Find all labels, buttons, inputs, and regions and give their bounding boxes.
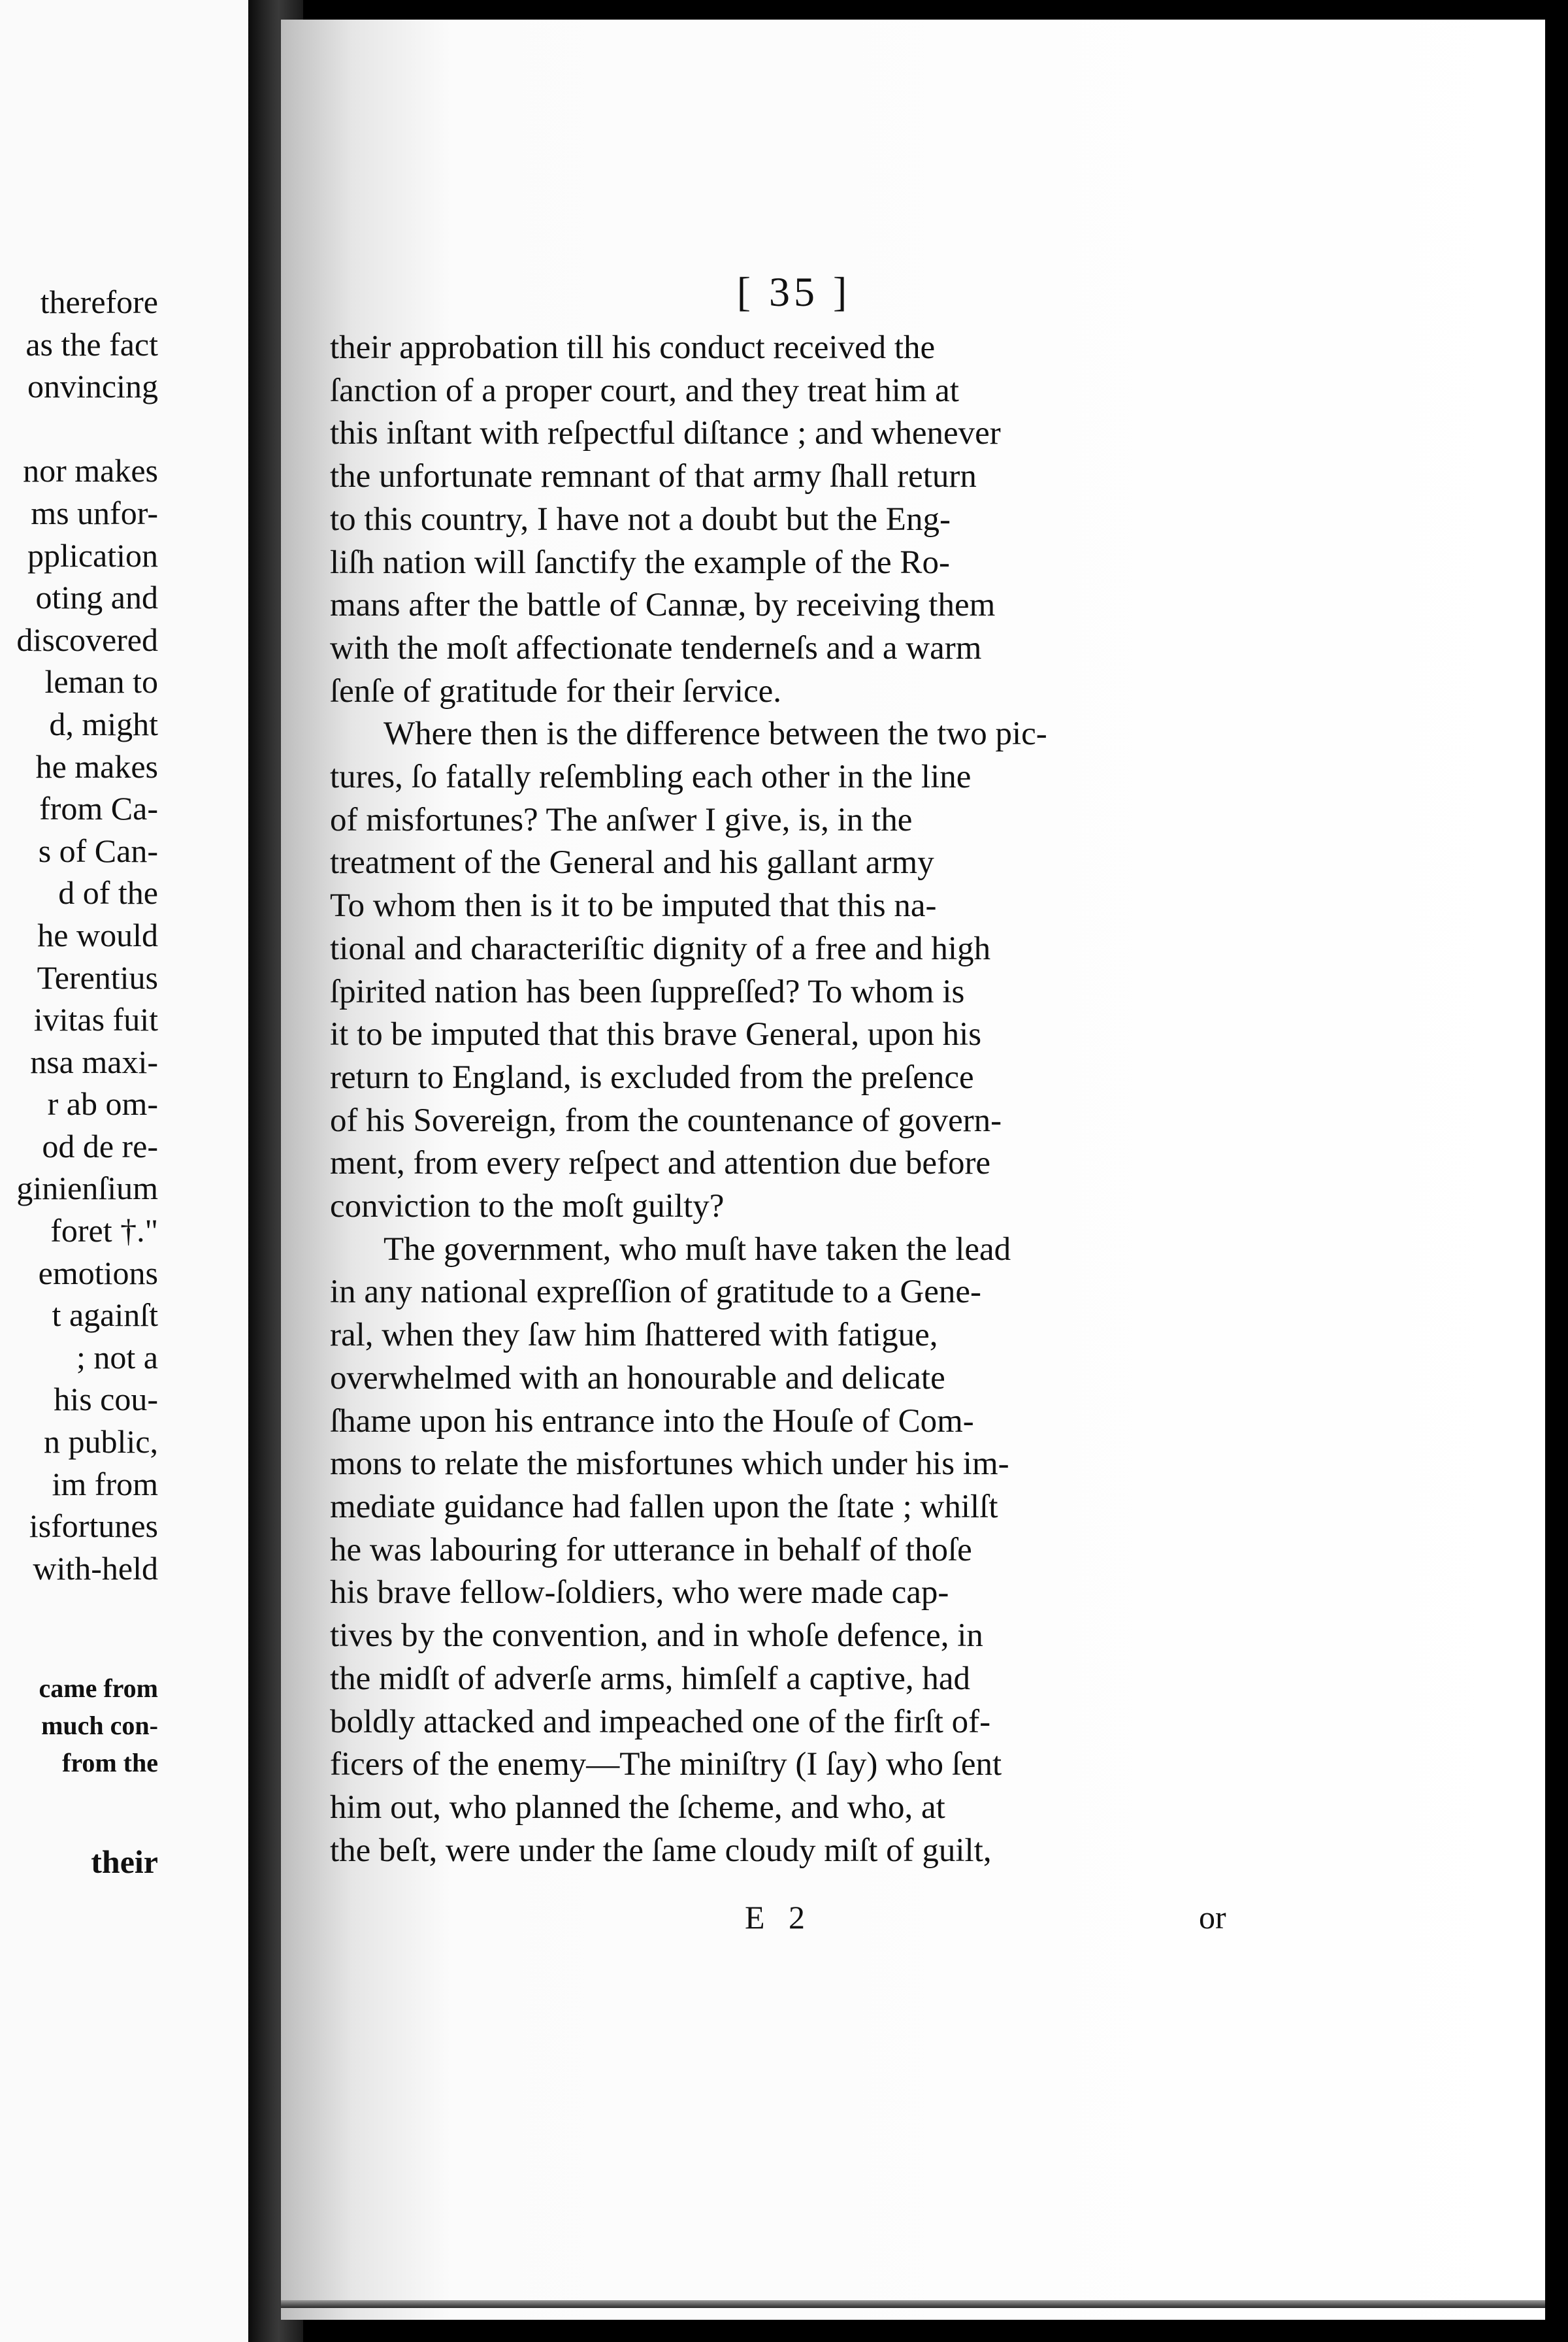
footnote-line: came from xyxy=(39,1674,158,1703)
facing-line: isfortunes xyxy=(29,1508,158,1545)
facing-line: onvincing xyxy=(27,368,158,405)
text-line: mons to relate the misfortunes which under his im- xyxy=(330,1445,1009,1483)
text-line: of his Sovereign, from the countenance of govern- xyxy=(330,1102,1002,1139)
facing-line: t againſt xyxy=(52,1296,158,1334)
text-line: he was labouring for utterance in behalf of thoſe xyxy=(330,1531,972,1568)
facing-line: nsa maxi- xyxy=(30,1043,158,1080)
text-line: To whom then is it to be imputed that this na- xyxy=(330,887,937,925)
facing-line: pplication xyxy=(27,536,158,574)
facing-line: ginienſium xyxy=(16,1170,158,1207)
text-line: liſh nation will ſanctify the example of the Ro- xyxy=(330,544,950,581)
facing-line: Terentius xyxy=(37,959,158,996)
text-line: boldly attacked and impeached one of the firſt of- xyxy=(330,1703,991,1740)
facing-line: oting and xyxy=(35,579,158,616)
text-line: mediate guidance had fallen upon the ſtate ; whilſt xyxy=(330,1488,998,1525)
facing-page-text xyxy=(0,281,158,1589)
text-line: the beſt, were under the ſame cloudy miſt of guilt, xyxy=(330,1832,992,1869)
facing-line: leman to xyxy=(44,663,158,701)
text-line: his brave fellow-ſoldiers, who were made cap- xyxy=(330,1574,949,1611)
facing-line: from Ca- xyxy=(39,790,158,827)
facing-line: n public, xyxy=(44,1423,158,1460)
text-line: the unfortunate remnant of that army ſhall return xyxy=(330,458,977,495)
text-line: overwhelmed with an honourable and delicate xyxy=(330,1359,945,1396)
text-line: of misfortunes? The anſwer I give, is, in the xyxy=(330,801,913,838)
paragraph-start-line: The government, who muſt have taken the lead xyxy=(384,1230,1011,1268)
page-bottom-edge xyxy=(281,2300,1545,2308)
footnote-line: much con- xyxy=(41,1711,158,1740)
signature-mark: E 2 xyxy=(745,1899,813,1936)
facing-line: his cou- xyxy=(54,1381,158,1418)
facing-page-footnote xyxy=(0,1670,158,1781)
facing-line: emotions xyxy=(38,1254,158,1291)
paragraph-start-line: Where then is the difference between the two pic- xyxy=(384,716,1047,753)
facing-line: he makes xyxy=(35,748,158,785)
facing-line: ms unfor- xyxy=(31,494,158,531)
facing-page-catchword: their xyxy=(91,1843,158,1880)
text-line: ſpirited nation has been ſuppreſſed? To whom is xyxy=(330,973,965,1010)
text-line: return to England, is excluded from the preſence xyxy=(330,1059,974,1096)
text-line: ſenſe of gratitude for their ſervice. xyxy=(330,672,782,710)
text-line: ſhame upon his entrance into the Houſe of Com- xyxy=(330,1402,974,1440)
text-line: ment, from every reſpect and attention due before xyxy=(330,1145,991,1182)
facing-line: foret †." xyxy=(50,1212,158,1249)
text-line: this inſtant with reſpectful diſtance ; and whenever xyxy=(330,415,1001,452)
facing-line: with-held xyxy=(33,1549,158,1587)
text-line: tional and characteriſtic dignity of a free and high xyxy=(330,930,991,967)
text-line: with the moſt affectionate tenderneſs and a warm xyxy=(330,629,982,667)
facing-line: he would xyxy=(37,916,158,953)
catchword: or xyxy=(1199,1899,1226,1936)
facing-line: therefore xyxy=(40,284,158,320)
text-line: ral, when they ſaw him ſhattered with fatigue, xyxy=(330,1317,938,1354)
facing-line: nor makes xyxy=(23,452,158,489)
page-number: [ 35 ] xyxy=(736,269,851,315)
facing-line xyxy=(0,408,158,450)
text-line: ſanction of a proper court, and they treat him at xyxy=(330,372,959,409)
text-line: ficers of the enemy—The miniſtry (I ſay) who ſent xyxy=(330,1746,1002,1783)
text-line: conviction to the moſt guilty? xyxy=(330,1188,725,1225)
text-line: it to be imputed that this brave General, upon his xyxy=(330,1016,982,1053)
facing-line: od de re- xyxy=(42,1127,158,1164)
facing-line: d, might xyxy=(49,705,158,742)
facing-page-left xyxy=(0,0,248,2342)
text-line: tures, ſo fatally reſembling each other in the line xyxy=(330,759,972,796)
facing-line: ivitas fuit xyxy=(33,1001,158,1038)
facing-line: r ab om- xyxy=(47,1085,158,1123)
facing-line: as the fact xyxy=(25,325,158,363)
text-line: to this country, I have not a doubt but the Eng- xyxy=(330,501,951,538)
facing-line: s of Can- xyxy=(38,832,158,869)
text-line: tives by the convention, and in whoſe defence, in xyxy=(330,1617,983,1655)
footnote-line: from the xyxy=(62,1748,158,1777)
text-line: treatment of the General and his gallant army xyxy=(330,844,934,882)
facing-line: d of the xyxy=(58,874,158,912)
text-line: their approbation till his conduct received the xyxy=(330,329,936,366)
facing-line: im from xyxy=(52,1465,158,1502)
text-line: in any national expreſſion of gratitude to a Gene- xyxy=(330,1274,981,1311)
body-text xyxy=(330,327,1238,1872)
facing-line: discovered xyxy=(16,621,158,658)
text-line: mans after the battle of Cannæ, by receiving them xyxy=(330,587,996,624)
facing-line: ; not a xyxy=(76,1338,158,1376)
text-line: the midſt of adverſe arms, himſelf a captive, had xyxy=(330,1660,970,1697)
text-line: him out, who planned the ſcheme, and who, at xyxy=(330,1789,945,1826)
